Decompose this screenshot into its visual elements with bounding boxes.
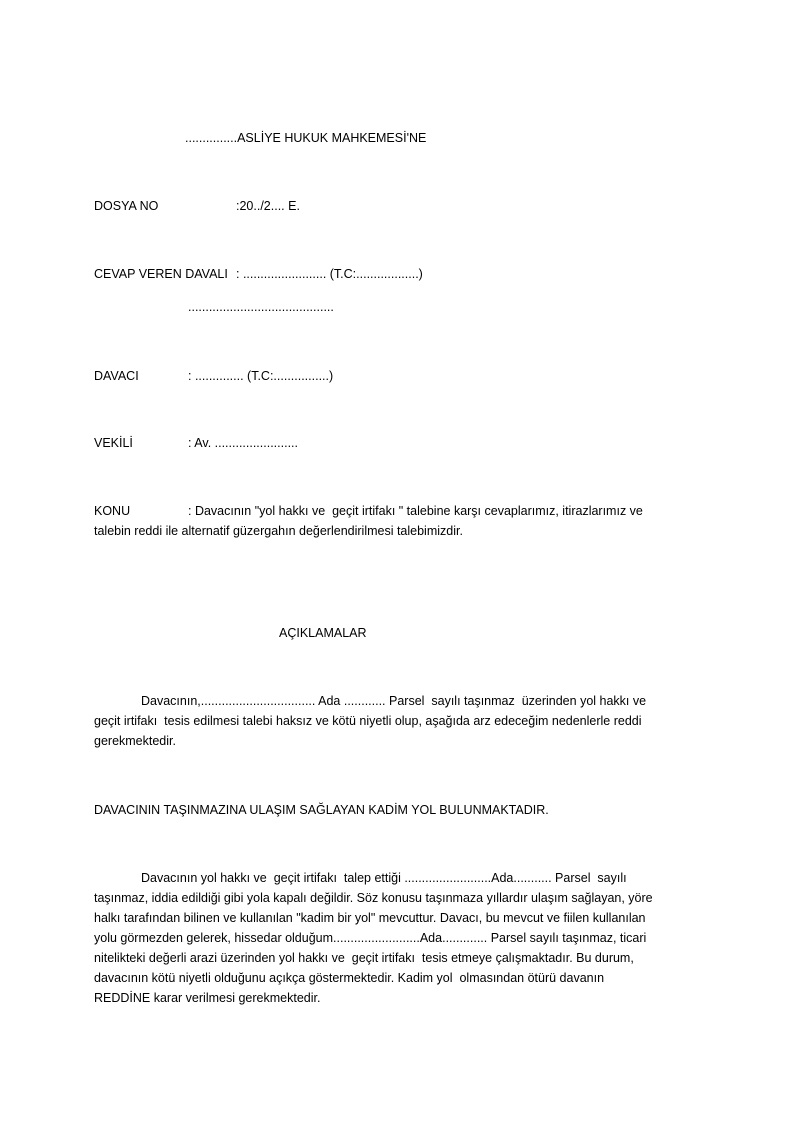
plaintiff-label: DAVACI xyxy=(94,369,139,383)
paragraph-1-line: gerekmektedir. xyxy=(94,734,176,748)
paragraph-1-line: Davacının,................................. Ada ............ Parsel sayılı taşınmaz üzerinden yol hakkı ve xyxy=(141,694,647,708)
paragraph-2-line: nitelikteki değerli arazi üzerinden yol hakkı ve geçit irtifakı tesis etmeye çalışmaktadır. Bu durum, xyxy=(94,951,634,965)
subject-line-2: talebin reddi ile alternatif güzergahın değerlendirilmesi talebimizdir. xyxy=(94,524,463,538)
file-no-value: :20../2.... E. xyxy=(236,199,300,213)
file-no-label: DOSYA NO xyxy=(94,199,159,213)
explanations-heading: AÇIKLAMALAR xyxy=(279,626,367,640)
respondent-address: .......................................... xyxy=(188,300,334,314)
section-heading: DAVACININ TAŞINMAZINA ULAŞIM SAĞLAYAN KADİM YOL BULUNMAKTADIR. xyxy=(94,803,549,817)
paragraph-2-line: halkı tarafından bilinen ve kullanılan "kadim bir yol" mevcuttur. Davacı, bu mevcut ve fiilen kullanılan xyxy=(94,911,646,925)
subject-line-1: : Davacının "yol hakkı ve geçit irtifakı " talebine karşı cevaplarımız, itirazlarımız ve xyxy=(188,504,643,518)
plaintiff-value: : .............. (T.C:................) xyxy=(188,369,334,383)
attorney-value: : Av. ........................ xyxy=(188,436,298,450)
paragraph-1 xyxy=(94,691,708,751)
paragraph-2 xyxy=(94,868,708,1008)
respondent-label: CEVAP VEREN DAVALI xyxy=(94,267,228,281)
paragraph-2-line: taşınmaz, iddia edildiği gibi yola kapalı değildir. Söz konusu taşınmaza yıllardır ulaşım sağlayan, yöre xyxy=(94,891,653,905)
paragraph-2-line: davacının kötü niyetli olduğunu açıkça göstermektedir. Kadim yol olmasından ötürü davanın xyxy=(94,971,605,985)
respondent-value: : ........................ (T.C:..................) xyxy=(236,267,423,281)
paragraph-2-line: yolu görmezden gelerek, hissedar olduğum.........................Ada............. Parsel sayılı taşınmaz, ticari xyxy=(94,931,647,945)
subject-label: KONU xyxy=(94,504,131,518)
attorney-label: VEKİLİ xyxy=(94,436,133,450)
paragraph-1-line: geçit irtifakı tesis edilmesi talebi haksız ve kötü niyetli olup, aşağıda arz edeceğim nedenlerle reddi xyxy=(94,714,642,728)
court-heading: ...............ASLİYE HUKUK MAHKEMESİ'NE xyxy=(185,131,427,145)
paragraph-2-line: Davacının yol hakkı ve geçit irtifakı talep ettiği .........................Ada........... Parsel sayılı xyxy=(141,871,627,885)
paragraph-2-line: REDDİNE karar verilmesi gerekmektedir. xyxy=(94,991,321,1005)
